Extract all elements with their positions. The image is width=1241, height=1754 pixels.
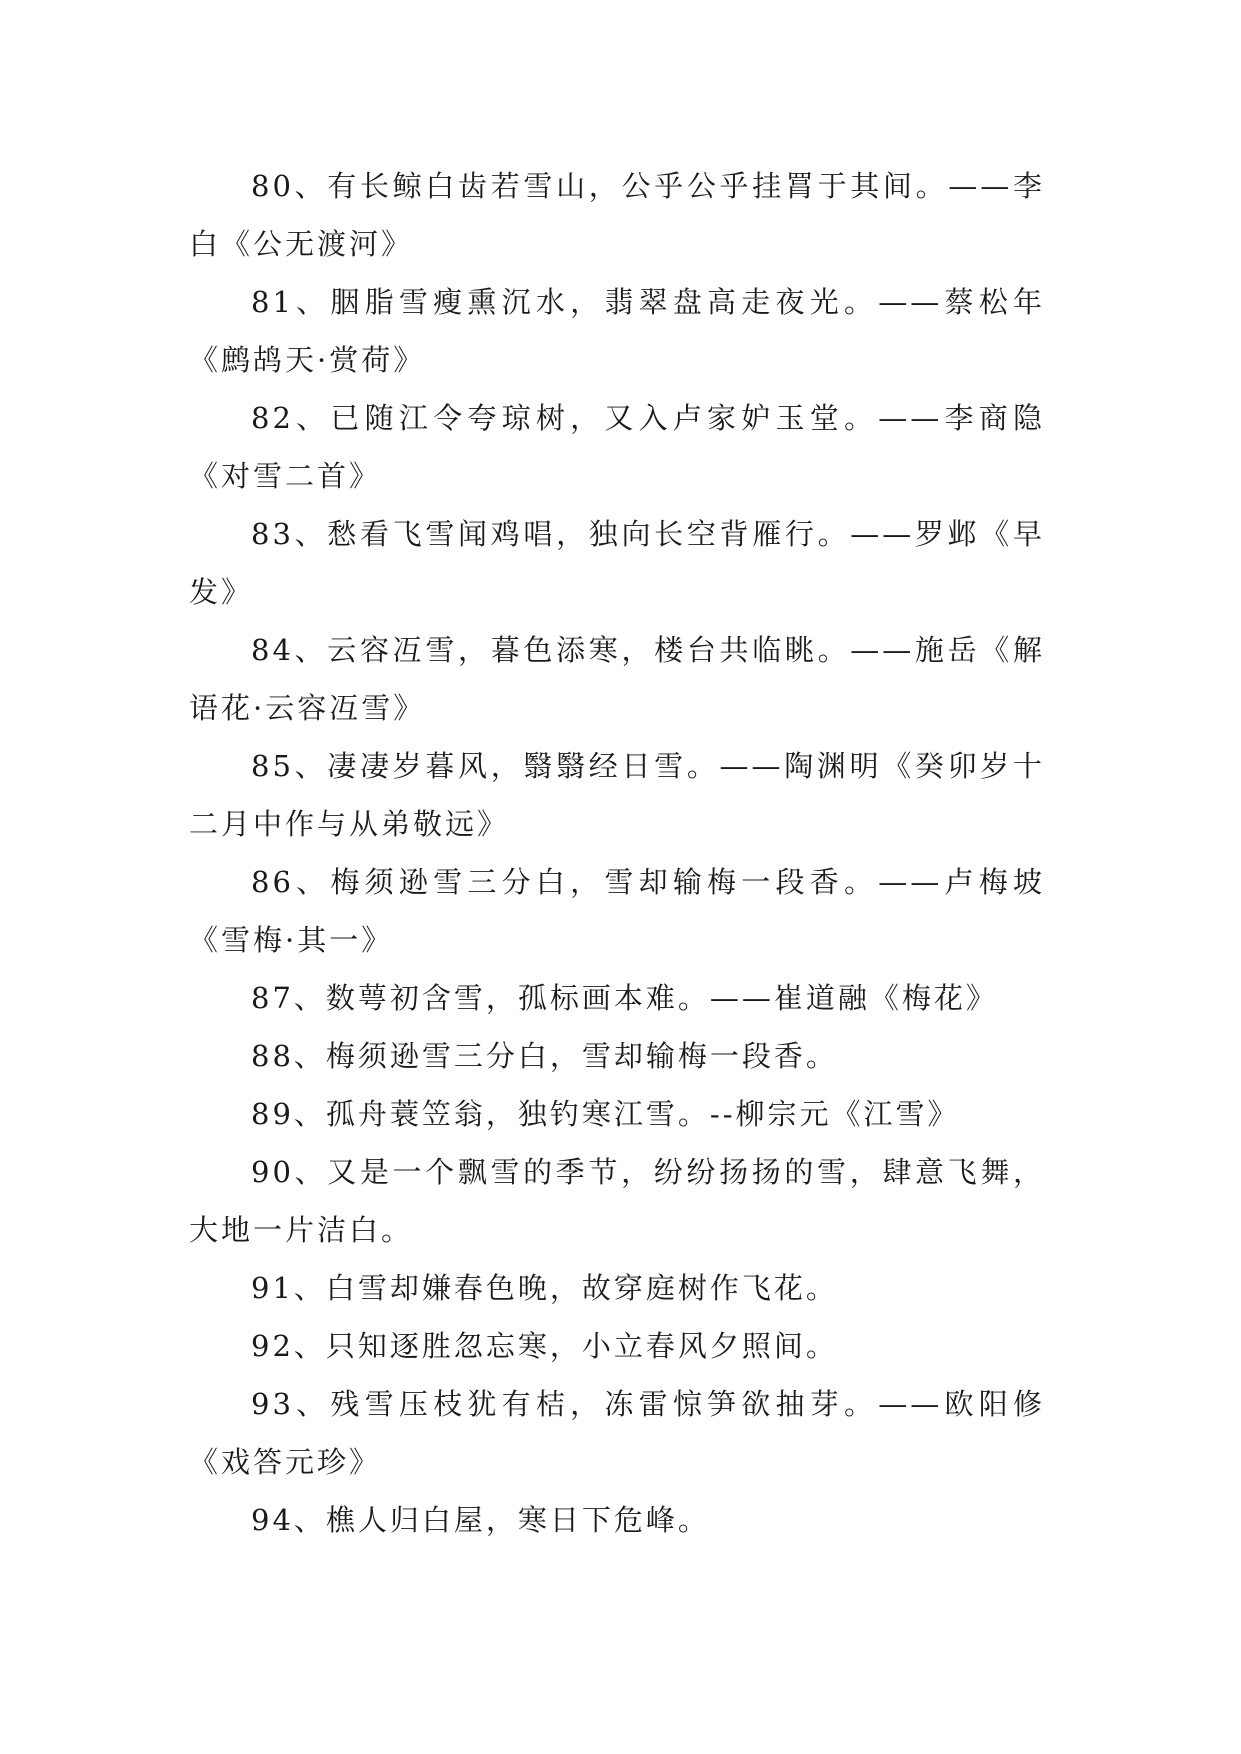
- poem-line-89: 89、孤舟蓑笠翁，独钓寒江雪。--柳宗元《江雪》: [251, 1097, 960, 1131]
- poem-line-94: 94、樵人归白屋，寒日下危峰。: [251, 1503, 710, 1537]
- poem-line-87: 87、数萼初含雪，孤标画本难。——崔道融《梅花》: [251, 981, 998, 1015]
- poem-line-86: 86、梅须逊雪三分白，雪却输梅一段香。——卢梅坡《雪梅·其一》: [189, 865, 1045, 957]
- poem-line-85: 85、凄凄岁暮风，翳翳经日雪。——陶渊明《癸卯岁十二月中作与从弟敬远》: [189, 749, 1045, 841]
- poem-line-82: 82、已随江令夸琼树，又入卢家妒玉堂。——李商隐《对雪二首》: [189, 401, 1045, 493]
- poem-line-90: 90、又是一个飘雪的季节，纷纷扬扬的雪，肆意飞舞，大地一片洁白。: [189, 1155, 1045, 1247]
- poem-line-83: 83、愁看飞雪闻鸡唱，独向长空背雁行。——罗邺《早发》: [189, 517, 1045, 609]
- poem-line-84: 84、云容冱雪，暮色添寒，楼台共临眺。——施岳《解语花·云容冱雪》: [189, 633, 1045, 725]
- poem-line-81: 81、胭脂雪瘦熏沉水，翡翠盘高走夜光。——蔡松年《鹧鸪天·赏荷》: [189, 285, 1045, 377]
- poem-line-93: 93、残雪压枝犹有桔，冻雷惊笋欲抽芽。——欧阳修《戏答元珍》: [189, 1387, 1045, 1479]
- poem-line-80: 80、有长鲸白齿若雪山，公乎公乎挂罥于其间。——李白《公无渡河》: [189, 169, 1045, 261]
- poem-line-88: 88、梅须逊雪三分白，雪却输梅一段香。: [251, 1039, 838, 1073]
- poem-line-91: 91、白雪却嫌春色晚，故穿庭树作飞花。: [251, 1271, 838, 1305]
- poem-line-92: 92、只知逐胜忽忘寒，小立春风夕照间。: [251, 1329, 838, 1363]
- document-body: [189, 157, 1045, 1549]
